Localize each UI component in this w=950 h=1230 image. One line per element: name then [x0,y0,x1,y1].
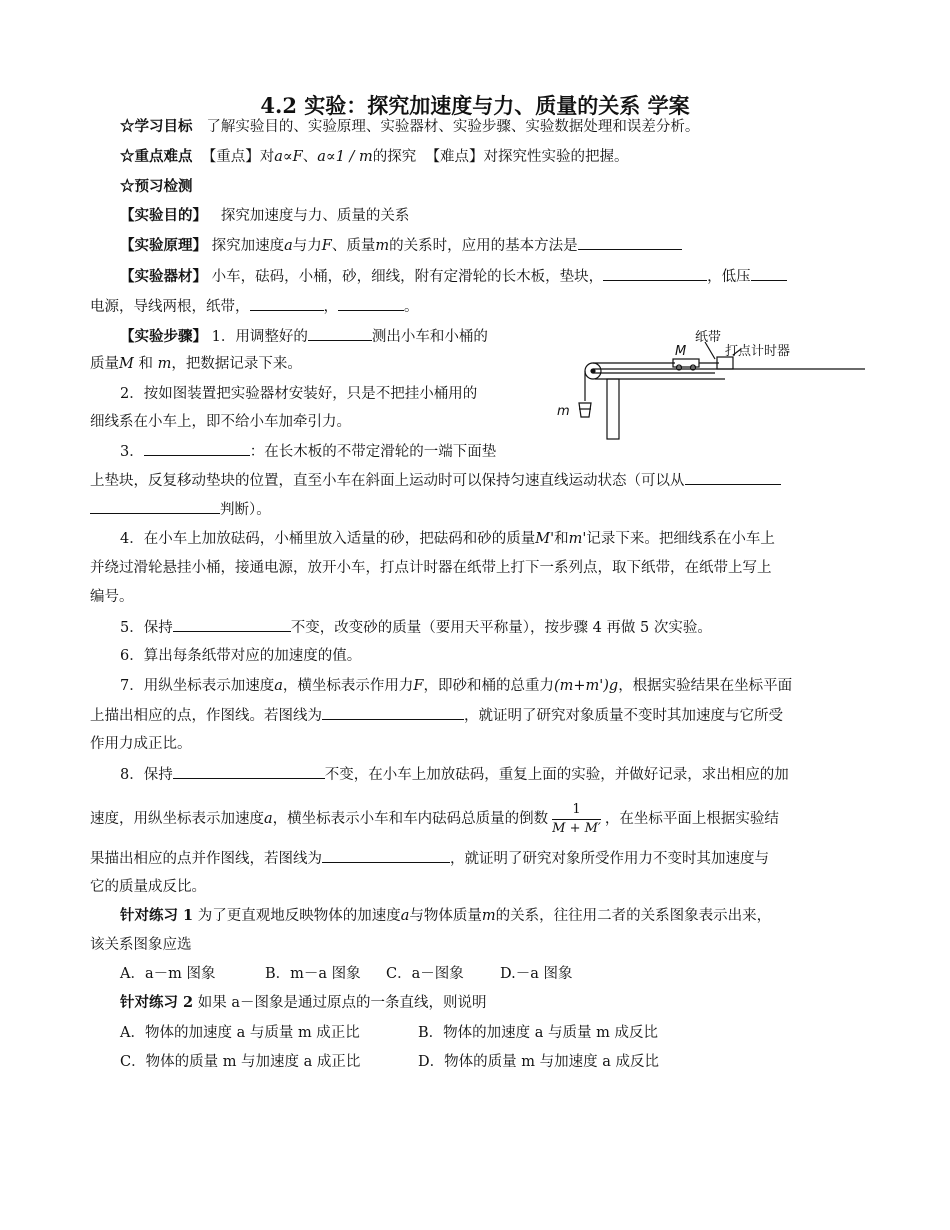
equipment-text-5: 。 [404,299,419,315]
exercise-2-line-1 [120,993,487,1013]
step-8-text-f: 果描出相应的点并作图线，若图线为 [90,851,322,867]
step-8-text-b: 不变，在小车上加放砝码，重复上面的实验，并做好记录，求出相应的加 [324,767,789,783]
step-7-var-a: a [274,678,283,694]
step-7-var-F: F [413,678,424,694]
objective-text: 了解实验目的、实验原理、实验器材、实验步骤、实验数据处理和误差分析。 [206,119,700,135]
equipment-text-1: 小车，砝码，小桶，砂，细线，附有定滑轮的长木板，垫块， [211,269,604,285]
principle-text-2: 与力 [292,238,322,254]
purpose-label: 【实验目的】 [120,207,207,224]
fraction-numerator: 1 [552,801,601,820]
principle-var-f: F [321,238,332,254]
exercise-2-option-c[interactable]: C．物体的质量 m 与加速度 a 成正比 [120,1054,361,1070]
step-7-line-1 [120,676,792,696]
key-pre: 对 [259,149,275,165]
principle-label: 【实验原理】 [120,237,207,254]
step-7-text-f: ，就证明了研究对象质量不变时其加速度与它所受 [464,708,783,724]
objective-label: ☆学习目标 [120,118,193,135]
equipment-label: 【实验器材】 [120,268,207,285]
step-8-blank-2[interactable] [322,848,450,863]
pulley-axle [591,369,595,373]
step-1-text-a: 1．用调整好的 [211,329,308,345]
step-4-var-M: M' [535,531,555,547]
label-tape: 纸带 [695,330,722,345]
step-3-text-a: 3． [120,444,144,460]
step-8-text-c: 速度，用纵坐标表示加速度 [90,811,264,827]
step-4-line-1 [120,529,775,549]
key-sep: 、 [302,149,318,165]
step-8-text-a: 8．保持 [120,767,173,783]
step-4-and: 和 [554,531,569,547]
step-8-text-e: ，在坐标平面上根据实验结 [604,811,779,827]
step-4-line-2: 并绕过滑轮悬挂小桶，接通电源，放开小车，打点计时器在纸带上打下一系列点，取下纸带，在纸带上写上 [90,560,772,576]
hard-tag: 【难点】 [425,149,484,165]
step-1-blank[interactable] [308,326,372,341]
apparatus-diagram [555,325,865,440]
equipment-blank-1[interactable] [603,266,707,281]
step-8-blank-1[interactable] [173,764,325,779]
step-3-line-1 [120,441,496,462]
step-1-text-d: ，把数据记录下来。 [171,356,302,372]
key-expr-1: a∝F [274,149,303,165]
step-3-text-d: 判断）。 [220,502,271,518]
exercise-1-option-b[interactable]: B．m－a 图象 [265,966,361,982]
exercise-2-question: 如果 a－图象是通过原点的一条直线，则说明 [197,995,487,1011]
step-7-text-e: 上描出相应的点，作图线。若图线为 [90,708,322,724]
step-8-line-1 [120,764,789,785]
step-8-line-3 [90,848,769,869]
exercise-1-option-c[interactable]: C．a－图象 [386,966,464,982]
step-1-line-2 [90,354,302,374]
step-7-expr: (m+m')g [553,678,619,694]
principle-text-1: 探究加速度 [211,238,285,254]
step-5-text-a: 5．保持 [120,620,173,636]
step-5-line [120,617,712,638]
objective-line [120,117,699,137]
exercise-1-text-2: 与物体质量 [409,908,482,924]
step-3-line-3 [90,499,271,520]
step-2-line-1: 2．按如图装置把实验器材安装好，只是不把挂小桶用的 [120,386,478,402]
step-8-text-g: ，就证明了研究对象所受作用力不变时其加速度与 [450,851,769,867]
step-3-blank-3[interactable] [90,499,220,514]
label-timer: 打点计时器 [725,344,791,359]
bucket [579,403,591,417]
step-1-text-c: 质量 [90,356,119,372]
exercise-1-text-1: 为了更直观地反映物体的加速度 [197,908,401,924]
key-post: 的探究 [372,149,417,165]
step-5-blank[interactable] [173,617,291,632]
table-leg [607,379,619,439]
keypoints-label: ☆重点难点 [120,148,193,165]
equipment-line-1 [120,266,787,287]
step-1-text-b: 测出小车和小桶的 [371,329,488,345]
exercise-2-option-d[interactable]: D．物体的质量 m 与加速度 a 成反比 [418,1054,659,1070]
exercise-1-label: 针对练习 1 [120,907,194,924]
page-title: 4.2 实验：探究加速度与力、质量的关系 学案 [260,93,690,118]
step-4-var-m: m' [568,531,587,547]
equipment-text-4: ， [323,299,338,315]
equipment-line-2 [90,296,419,317]
step-7-line-3: 作用力成正比。 [90,736,192,752]
step-5-text-b: 不变，改变砂的质量（要用天平称量），按步骤 4 再做 5 次实验。 [290,620,712,636]
equipment-blank-3[interactable] [250,296,324,311]
step-1-and: 和 [138,356,153,372]
step-7-text-a: 7．用纵坐标表示加速度 [120,678,275,694]
step-3-text-c: 上垫块，反复移动垫块的位置，直至小车在斜面上运动时可以保持匀速直线运动状态（可以从 [90,473,685,489]
exercise-1-var-a: a [400,908,410,924]
exercise-1-text-3: 的关系，往往用二者的关系图象表示出来， [495,908,772,924]
purpose-text: 探究加速度与力、质量的关系 [220,208,410,224]
exercise-2-option-a[interactable]: A．物体的加速度 a 与质量 m 成正比 [120,1025,360,1041]
exercise-1-var-m: m [481,908,496,924]
principle-text-4: 的关系时，应用的基本方法是 [389,238,578,254]
key-tag: 【重点】 [201,149,260,165]
exercise-2-option-b[interactable]: B．物体的加速度 a 与质量 m 成反比 [418,1025,658,1041]
step-7-blank[interactable] [322,705,464,720]
exercise-1-option-d[interactable]: D.－a 图象 [500,966,573,982]
equipment-blank-4[interactable] [338,296,404,311]
step-3-text-b: ：在长木板的不带定滑轮的一端下面垫 [249,444,497,460]
step-3-line-2 [90,470,781,491]
step-8-var-a: a [264,811,273,827]
step-2-line-2: 细线系在小车上，即不给小车加牵引力。 [90,414,351,430]
step-3-blank-1[interactable] [144,441,250,456]
preview-label: ☆预习检测 [120,178,193,195]
principle-text-3: 、质量 [331,238,376,254]
exercise-1-option-a[interactable]: A．a－m 图象 [120,966,216,982]
principle-var-m: m [375,238,390,254]
key-expr-2: a∝1 / m [317,149,373,165]
exercise-1-line-1 [120,906,771,926]
step-7-text-d: ，根据实验结果在坐标平面 [618,678,793,694]
equipment-text-3: 电源，导线两根，纸带， [90,299,250,315]
step-4-text-b: 记录下来。把细线系在小车上 [586,531,775,547]
step-1-var-M: M [119,356,134,372]
step-3-blank-2[interactable] [685,470,781,485]
keypoints-line [120,147,629,167]
principle-line [120,235,682,256]
purpose-line [120,206,409,226]
step-8-line-4: 它的质量成反比。 [90,879,206,895]
step-7-text-c: ，即砂和桶的总重力 [423,678,554,694]
step-6-line: 6．算出每条纸带对应的加速度的值。 [120,648,362,664]
step-4-text-a: 4．在小车上加放砝码，小桶里放入适量的砂，把砝码和砂的质量 [120,531,536,547]
step-1-var-m: m [157,356,172,372]
step-8-text-d: ，横坐标表示小车和车内砝码总质量的倒数 [272,811,549,827]
step-8-line-2 [90,796,779,842]
exercise-2-label: 针对练习 2 [120,994,194,1011]
equipment-text-2: ，低压 [707,269,751,285]
step-7-line-2 [90,705,783,726]
principle-blank[interactable] [578,235,682,250]
principle-var-a: a [284,238,293,254]
label-bucket-mass: m [557,404,570,419]
step-7-text-b: ，横坐标表示作用力 [282,678,414,694]
fraction-denominator: M + M′ [552,820,601,836]
reciprocal-fraction [552,801,601,838]
step-1-line-1 [120,326,488,347]
step-4-line-3: 编号。 [90,589,134,605]
exercise-1-line-2: 该关系图象应选 [90,937,192,953]
equipment-blank-2[interactable] [751,266,787,281]
hard-text: 对探究性实验的把握。 [483,149,629,165]
label-cart-mass: M [675,344,687,359]
steps-label: 【实验步骤】 [120,328,207,345]
